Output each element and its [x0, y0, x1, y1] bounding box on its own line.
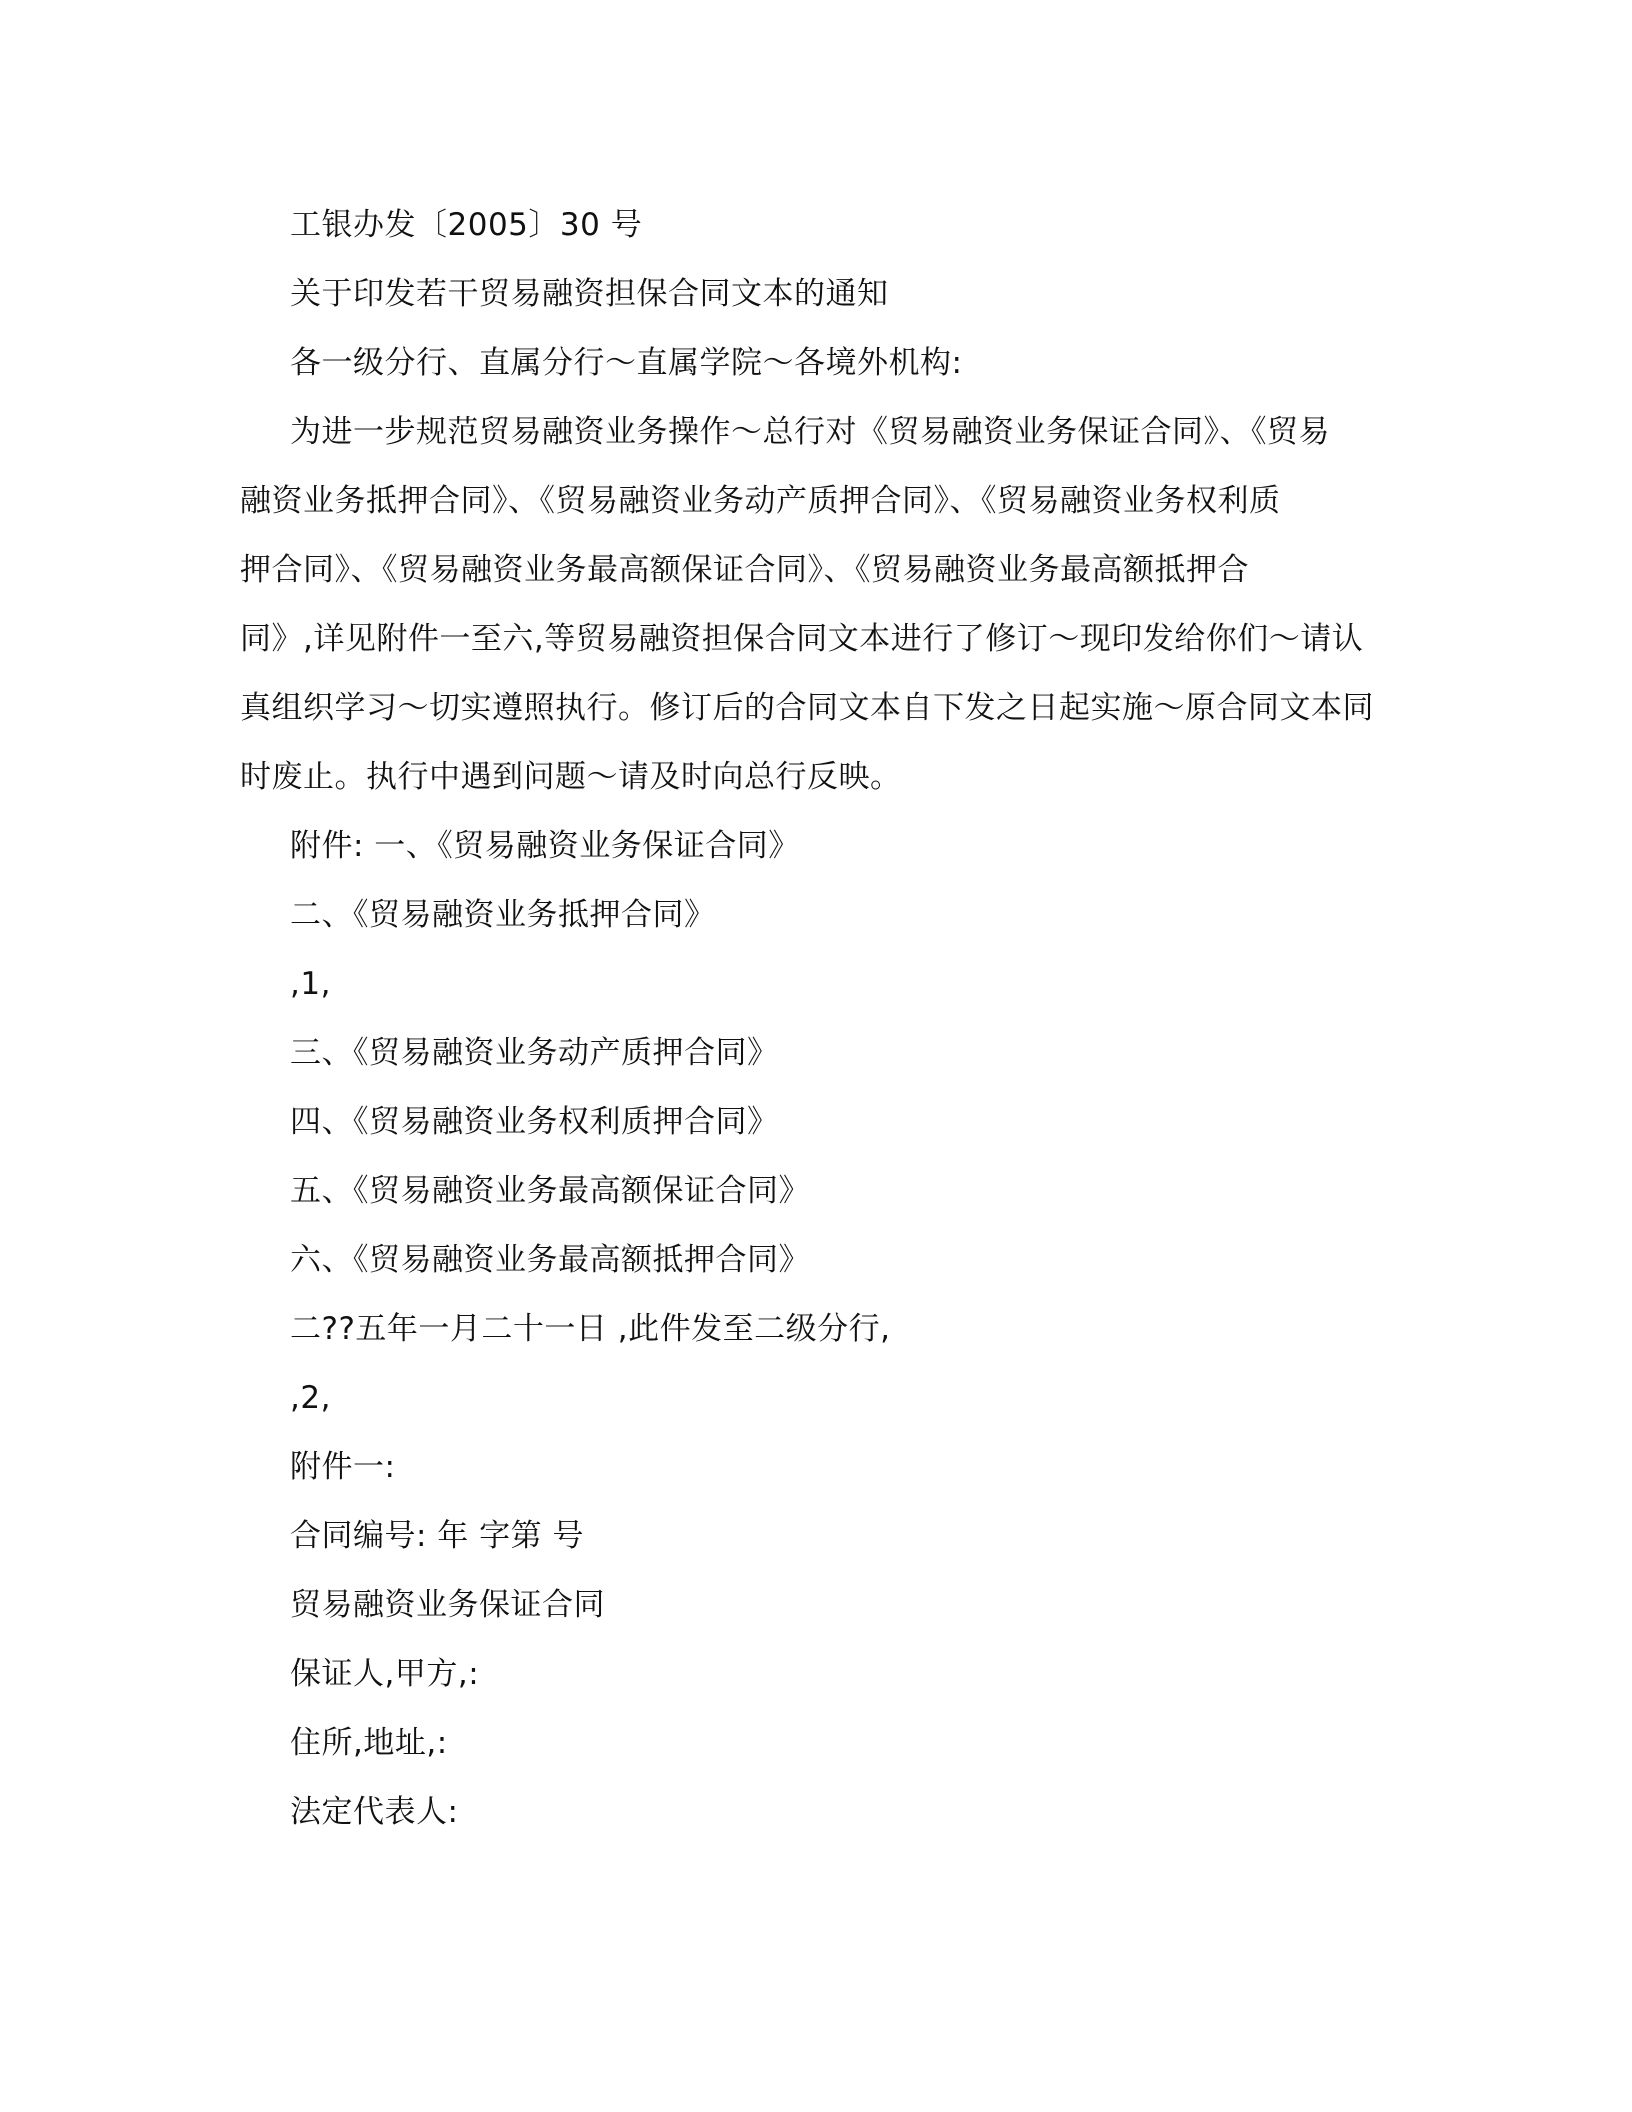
attachment-line: 三、《贸易融资业务动产质押合同》	[290, 1035, 779, 1071]
body-line: 时废止。执行中遇到问题～请及时向总行反映。	[240, 759, 902, 795]
page-marker: ,1,	[290, 966, 331, 1002]
body-line: 真组织学习～切实遵照执行。修订后的合同文本自下发之日起实施～原合同文本同	[240, 690, 1374, 726]
attachment-line: 附件: 一、《贸易融资业务保证合同》	[290, 828, 800, 864]
body-line: 押合同》、《贸易融资业务最高额保证合同》、《贸易融资业务最高额抵押合	[240, 552, 1249, 588]
body-line: 为进一步规范贸易融资业务操作～总行对《贸易融资业务保证合同》、《贸易	[290, 414, 1330, 450]
attachment-line: 五、《贸易融资业务最高额保证合同》	[290, 1173, 810, 1209]
contract-title: 贸易融资业务保证合同	[290, 1587, 605, 1623]
body-line: 同》,详见附件一至六,等贸易融资担保合同文本进行了修订～现印发给你们～请认	[240, 621, 1364, 657]
contract-number: 合同编号: 年 字第 号	[290, 1518, 585, 1554]
attachment-line: 六、《贸易融资业务最高额抵押合同》	[290, 1242, 810, 1278]
address-field: 住所,地址,:	[290, 1725, 448, 1761]
legal-representative-field: 法定代表人:	[290, 1794, 459, 1830]
attachment-line: 四、《贸易融资业务权利质押合同》	[290, 1104, 779, 1140]
body-line: 融资业务抵押合同》、《贸易融资业务动产质押合同》、《贸易融资业务权利质	[240, 483, 1281, 519]
document-number: 工银办发〔2005〕30 号	[290, 207, 643, 243]
date-line: 二??五年一月二十一日 ,此件发至二级分行,	[290, 1311, 891, 1347]
attachment-line: 二、《贸易融资业务抵押合同》	[290, 897, 716, 933]
page-marker: ,2,	[290, 1380, 331, 1416]
addressee: 各一级分行、直属分行～直属学院～各境外机构:	[290, 345, 963, 381]
appendix-heading: 附件一:	[290, 1449, 396, 1485]
guarantor-field: 保证人,甲方,:	[290, 1656, 480, 1692]
document-title: 关于印发若干贸易融资担保合同文本的通知	[290, 276, 889, 312]
